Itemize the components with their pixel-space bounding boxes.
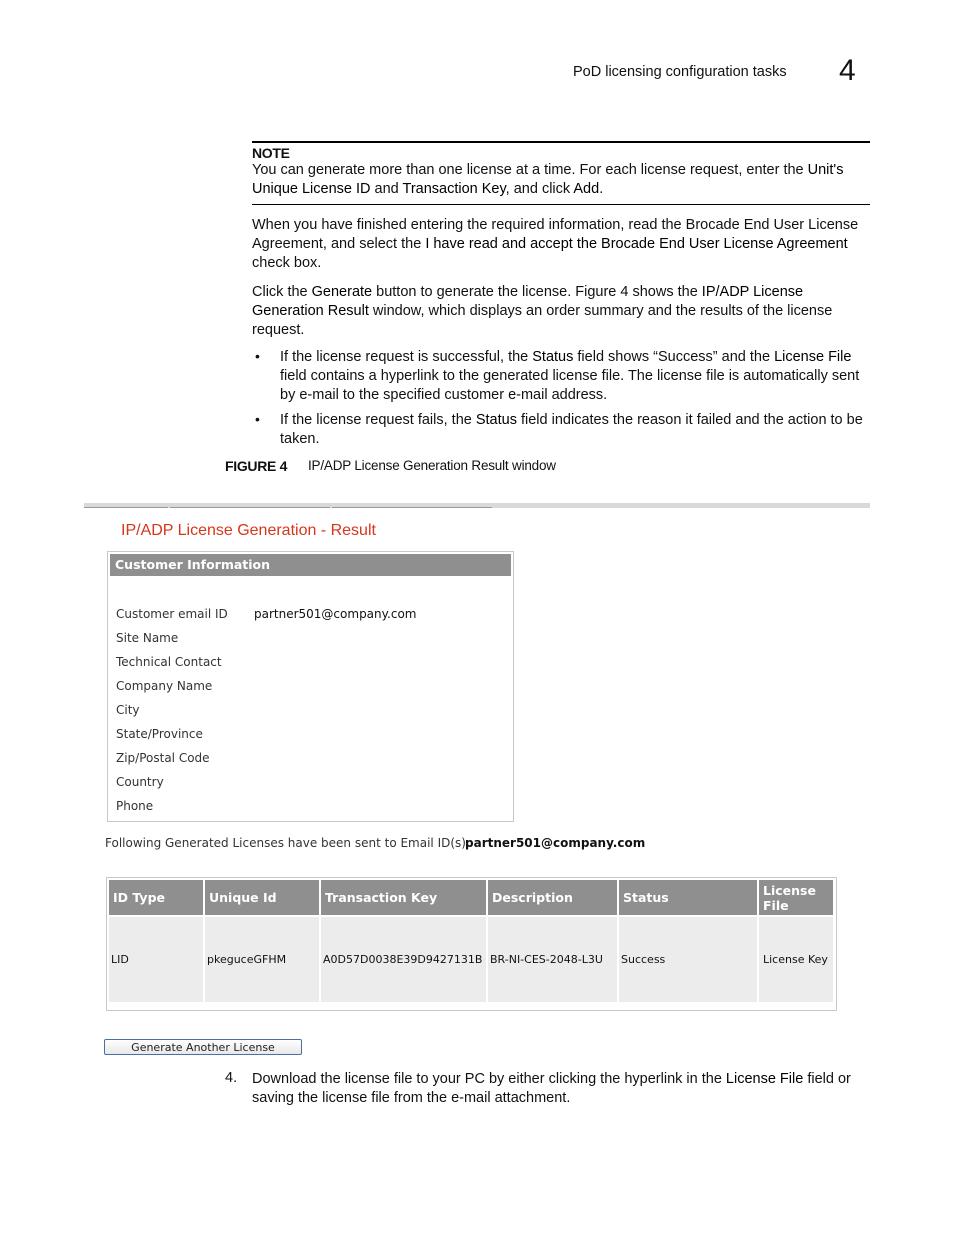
table-header-row [109, 880, 833, 915]
step-text: Download the license file to your PC by either clicking the hyperlink in the License File field or saving the license file from the e-mail attachment. [252, 1071, 851, 1106]
chapter-number: 4 [839, 54, 856, 87]
column-header-status: Status [619, 880, 757, 915]
paragraph-eula: When you have finished entering the required information, read the Brocade End User License Agreement, and select the I have read and accept the Brocade End User License Agreement check box. [252, 217, 859, 271]
bullet-glyph: • [255, 411, 260, 427]
sent-to-email: partner501@company.com [465, 836, 646, 850]
cell-transaction-key: A0D57D0038E39D9427131B [321, 917, 486, 1002]
cell-status: Success [619, 917, 757, 1002]
customer-field-label: Zip/Postal Code [116, 751, 210, 765]
figure-title: IP/ADP License Generation Result window [308, 458, 556, 473]
customer-field-value: partner501@company.com [254, 607, 417, 621]
cell-description: BR-NI-CES-2048-L3U [488, 917, 617, 1002]
cell-unique-id: pkeguceGFHM [205, 917, 319, 1002]
column-header-id-type: ID Type [109, 880, 203, 915]
screenshot-tab-line [170, 507, 330, 508]
customer-field-label: Country [116, 775, 164, 789]
column-header-description: Description [488, 880, 617, 915]
sent-to-text: Following Generated Licenses have been sent to Email ID(s): [105, 836, 471, 850]
paragraph-generate: Click the Generate button to generate the license. Figure 4 shows the IP/ADP License Generation Result window, which displays an order summary and the results of the license request. [252, 284, 833, 338]
table-row [109, 917, 833, 1002]
bullet-success: If the license request is successful, the Status field shows “Success” and the License File field contains a hyperlink to the generated license file. The license file is automatically sent by e-mail to the specified customer e-mail address. [280, 349, 860, 403]
note-bottom-rule [252, 204, 870, 205]
customer-field-label: Customer email ID [116, 607, 228, 621]
column-header-transaction-key: Transaction Key [321, 880, 486, 915]
running-header-title: PoD licensing configuration tasks [573, 64, 787, 80]
screenshot-tab-line [84, 507, 168, 508]
customer-field-label: City [116, 703, 140, 717]
customer-field-label: Technical Contact [116, 655, 222, 669]
step-number: 4. [225, 1070, 238, 1086]
figure-label: FIGURE 4 [225, 458, 288, 474]
customer-field-label: Site Name [116, 631, 179, 645]
generate-another-license-button[interactable]: Generate Another License [104, 1039, 302, 1055]
note-label: NOTE [252, 145, 290, 161]
column-header-license-file: License File [759, 880, 833, 915]
column-header-unique-id: Unique Id [205, 880, 319, 915]
cell-id-type: LID [109, 917, 203, 1002]
customer-field-label: Company Name [116, 679, 213, 693]
customer-field-label: Phone [116, 799, 154, 813]
bullet-failure: If the license request fails, the Status field indicates the reason it failed and the action to be taken. [280, 412, 863, 447]
note-top-rule [252, 141, 870, 143]
customer-field-label: State/Province [116, 727, 203, 741]
customer-info-header: Customer Information [110, 554, 511, 576]
license-table [107, 878, 835, 1004]
screenshot-tab-line [332, 507, 492, 508]
bullet-glyph: • [255, 348, 260, 364]
note-text: You can generate more than one license at a time. For each license request, enter the Unit's Unique License ID and Transaction Key, and click Add. [252, 162, 844, 197]
cell-license-file-link[interactable]: License Key [759, 917, 833, 1002]
result-page-title: IP/ADP License Generation - Result [121, 522, 376, 539]
